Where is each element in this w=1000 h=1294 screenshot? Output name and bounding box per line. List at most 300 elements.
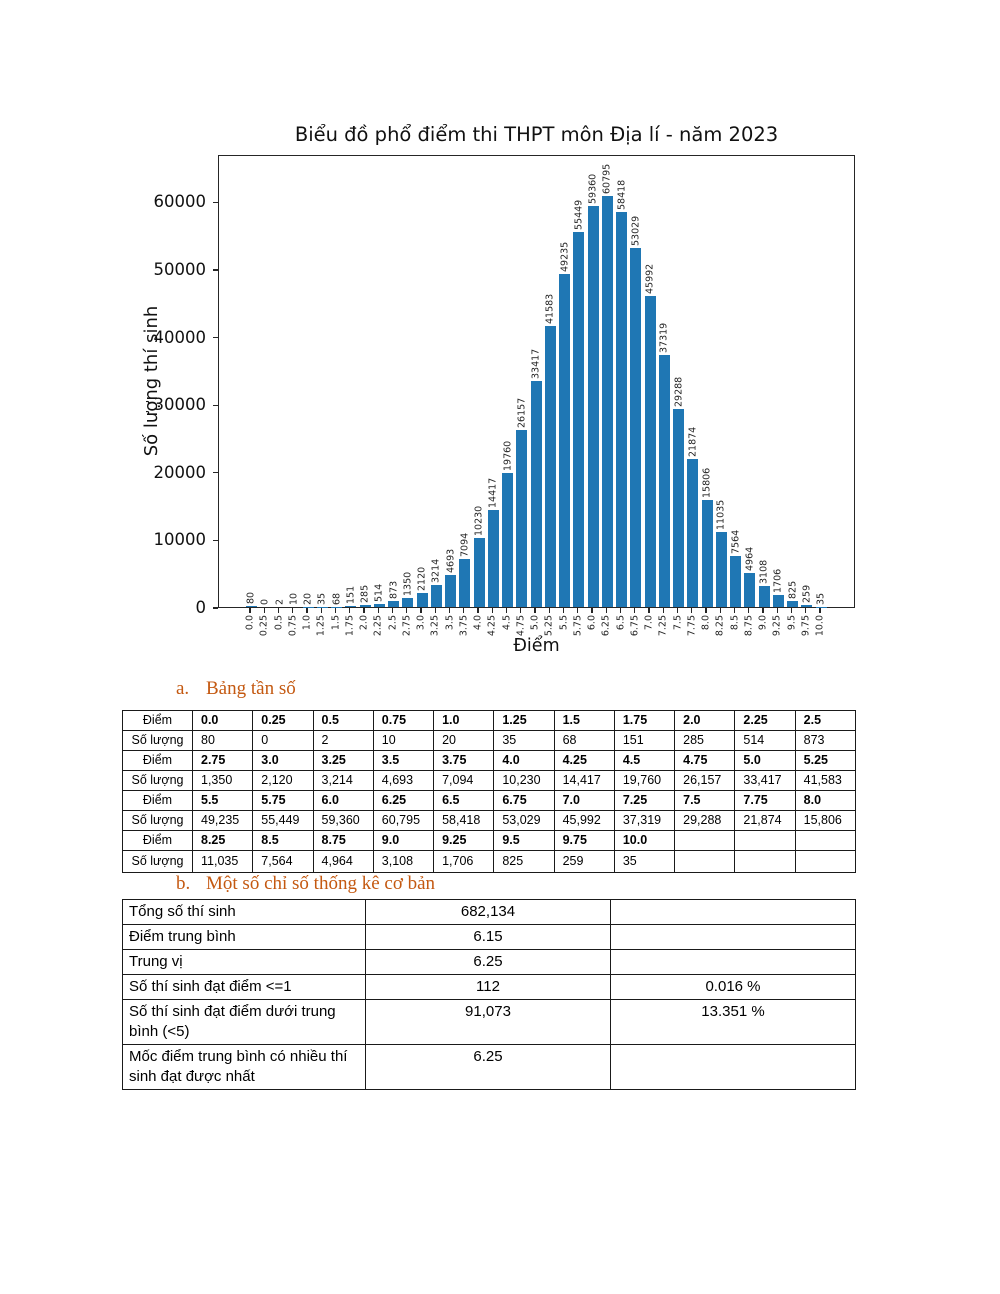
x-tick-text: 0.25 [258,615,270,637]
x-tick-text: 8.75 [743,615,755,637]
section-a-heading [176,677,296,701]
section-a-title: Bảng tần số [206,678,296,699]
stat-percent [611,925,856,950]
y-tick [213,269,218,270]
bar-value-text: 45992 [644,263,656,295]
x-tick [477,608,478,613]
freq-cell: 35 [614,851,674,873]
bar [417,593,428,607]
bar-value-text: 10230 [473,505,485,536]
x-tick-text: 5.25 [543,615,555,637]
bar [773,595,784,607]
freq-cell: 0.5 [313,711,373,731]
stat-percent [611,900,856,925]
x-tick-text: 9.25 [771,615,783,637]
x-tick-text: 9.0 [757,615,769,631]
freq-cell: 1,706 [434,851,494,873]
x-tick [463,608,464,613]
bar-value-text: 58418 [616,179,627,211]
x-tick-text: 6.0 [586,615,598,631]
x-tick [577,608,578,613]
bar [730,556,741,607]
x-tick [691,608,692,613]
section-b-label: b. [176,873,191,894]
x-tick-text: 3.25 [429,615,441,637]
bar-value-text: 49235 [559,241,570,273]
x-tick-text: 7.75 [686,615,698,637]
bar [388,601,399,607]
bar-value-text: 11035 [715,500,727,531]
freq-cell: 873 [795,731,855,751]
x-tick-text: 8.0 [700,615,712,631]
bar [374,604,385,607]
bar-value-text: 1350 [402,571,414,596]
x-tick-text: 4.0 [472,615,484,631]
freq-cell [675,851,735,873]
stats-row [123,1045,856,1090]
stat-percent: 13.351 % [611,1000,856,1045]
y-tick [213,472,218,473]
freq-cell: 4,964 [313,851,373,873]
freq-cell: 8.0 [795,791,855,811]
freq-cell: 9.25 [434,831,494,851]
bar-value-text: 259 [801,585,813,604]
freq-row-label: Điểm [123,831,193,851]
y-tick [213,405,218,406]
bar [659,355,670,607]
bar-value-text: 33417 [530,348,542,380]
freq-cell: 7,094 [434,771,494,791]
x-tick-text: 2.0 [358,615,370,631]
freq-cell: 3.25 [313,751,373,771]
x-tick-text: 1.25 [315,615,327,637]
stat-value: 91,073 [366,1000,611,1045]
bar-value-text: 20 [302,592,314,605]
y-tick [213,540,218,541]
freq-cell: 55,449 [253,811,313,831]
freq-row-label: Điểm [123,751,193,771]
stats-row [123,925,856,950]
freq-cell: 3.75 [434,751,494,771]
bar [673,409,684,607]
bar-value-text: 151 [345,585,357,604]
section-a-label: a. [176,678,190,699]
x-tick-text: 5.75 [572,615,584,637]
x-tick [606,608,607,613]
x-tick-text: 0.75 [287,615,299,637]
bar [630,248,641,607]
bar-value-text: 3214 [430,559,442,584]
x-tick [705,608,706,613]
freq-cell: 3.5 [373,751,433,771]
x-tick [378,608,379,613]
x-tick [534,608,535,613]
freq-cell: 2 [313,731,373,751]
freq-cell: 7.25 [614,791,674,811]
freq-cell: 20 [434,731,494,751]
freq-cell: 6.75 [494,791,554,811]
bar-value-text: 4693 [445,549,456,574]
x-tick [363,608,364,613]
x-tick [335,608,336,613]
bar [474,538,485,607]
y-tick-label: 40000 [153,327,206,347]
bar-value-text: 3108 [758,559,770,584]
freq-cell: 2,120 [253,771,313,791]
chart-figure: Biểu đồ phổ điểm thi THPT môn Địa lí - năm 2023 Số lượng thí sinh 80 0 2 10 20 35 68 151 285 514 873 1350 2120 3214 4693 7094 10230 14417 19760 26157 33417 41583 49235 55449 59360 60795 58418 53029 45992 37319 29288 21874 15806 11035 7564 4964 3108 1706 825 259 35 0.0 0.25 0.5 0.75 1.0 1.25 1.5 1.75 2.0 2.25 2.5 2.75 3.0 3.25 3.5 3.75 4.0 4.25 4.5 4.75 5.0 5.25 5.5 5.75 6.0 6.25 6.5 6.75 7.0 7.25 7.5 7.75 8.0 8.25 8.5 8.75 9.0 9.25 9.5 9.75 10.0 0 10000 20000 30000 40000 50000 60000 Điểm [0,0,1000,672]
bar-value-text: 35 [316,592,328,605]
bar [345,606,356,607]
x-tick [506,608,507,613]
freq-cell: 3.0 [253,751,313,771]
bar [716,532,727,607]
y-tick-label: 30000 [153,395,206,415]
bar-value-text: 29288 [673,376,684,407]
x-tick-text: 9.5 [786,615,797,631]
x-tick [648,608,649,613]
x-tick-text: 1.75 [344,615,356,637]
bar [801,605,812,607]
x-tick-text: 3.75 [458,615,470,637]
chart-title: Biểu đồ phổ điểm thi THPT môn Địa lí - năm 2023 [294,123,779,146]
freq-cell: 4.5 [614,751,674,771]
x-tick [677,608,678,613]
bar-value-text: 873 [388,580,399,600]
bar [602,196,613,607]
freq-cell: 33,417 [735,771,795,791]
freq-cell: 9.75 [554,831,614,851]
x-tick-text: 1.0 [301,615,313,631]
bar [588,206,599,607]
bar-value-text: 55449 [573,199,585,231]
x-tick [591,608,592,613]
x-tick [762,608,763,613]
freq-cell: 8.25 [193,831,253,851]
freq-cell: 1,350 [193,771,253,791]
freq-cell: 7.5 [675,791,735,811]
freq-cell [795,831,855,851]
bar [759,586,770,607]
x-tick [349,608,350,613]
stat-value: 6.25 [366,1045,611,1090]
freq-cell: 10.0 [614,831,674,851]
stat-value: 6.15 [366,925,611,950]
stat-name: Mốc điểm trung bình có nhiều thí sinh đạt được nhất [123,1045,366,1090]
bar-value-text: 37319 [658,322,670,353]
freq-cell: 4,693 [373,771,433,791]
x-tick [306,608,307,613]
x-tick [435,608,436,613]
x-tick [748,608,749,613]
freq-cell: 8.5 [253,831,313,851]
bar [616,212,627,607]
freq-cell: 3,108 [373,851,433,873]
section-b-heading [176,872,435,896]
freq-cell: 19,760 [614,771,674,791]
freq-cell: 7,564 [253,851,313,873]
x-tick-text: 4.75 [515,615,527,637]
bar-value-text: 53029 [630,216,642,247]
freq-cell: 1.5 [554,711,614,731]
bar-value-text: 825 [787,581,798,600]
x-tick-text: 5.0 [529,615,541,631]
freq-cell [795,851,855,873]
x-tick [805,608,806,613]
freq-cell: 26,157 [675,771,735,791]
freq-row [123,831,856,851]
freq-cell: 259 [554,851,614,873]
stats-table [122,899,856,1090]
stat-percent [611,950,856,975]
freq-cell: 151 [614,731,674,751]
bar-value-text: 14417 [487,477,499,508]
freq-cell: 9.5 [494,831,554,851]
freq-cell [735,851,795,873]
freq-row [123,811,856,831]
bar-value-text: 2120 [416,566,428,591]
freq-row-label: Số lượng [123,731,193,751]
x-tick [791,608,792,613]
y-tick [213,607,218,608]
freq-cell: 15,806 [795,811,855,831]
freq-cell: 4.0 [494,751,554,771]
bar [645,296,656,607]
x-tick [278,608,279,613]
bar-value-text: 35 [815,592,827,605]
x-tick-text: 0.0 [244,615,256,631]
bar [488,510,499,607]
bar [502,473,513,607]
bar [246,606,257,607]
freq-cell: 45,992 [554,811,614,831]
x-tick [392,608,393,613]
freq-cell: 6.25 [373,791,433,811]
x-tick [777,608,778,613]
freq-row [123,791,856,811]
freq-cell: 514 [735,731,795,751]
x-tick [406,608,407,613]
x-tick [563,608,564,613]
bar [360,605,371,607]
frequency-table [122,710,856,873]
freq-cell: 6.5 [434,791,494,811]
x-tick [420,608,421,613]
bar [431,585,442,607]
stat-name: Số thí sinh đạt điểm dưới trung bình (<5) [123,1000,366,1045]
freq-cell: 60,795 [373,811,433,831]
freq-row-label: Điểm [123,791,193,811]
bar-value-text: 1706 [772,569,784,594]
x-tick-text: 2.5 [387,615,398,631]
x-tick [620,608,621,613]
bar-value-text: 60795 [601,163,613,194]
stat-name: Trung vị [123,950,366,975]
freq-cell: 37,319 [614,811,674,831]
bar-value-text: 41583 [544,293,556,324]
freq-row-label: Số lượng [123,771,193,791]
freq-cell: 9.0 [373,831,433,851]
bar-value-text: 10 [288,592,300,605]
bar [744,573,755,607]
freq-cell [735,831,795,851]
y-tick-label: 60000 [153,192,206,212]
freq-cell: 41,583 [795,771,855,791]
stat-value: 6.25 [366,950,611,975]
freq-cell: 2.0 [675,711,735,731]
freq-cell: 6.0 [313,791,373,811]
freq-row [123,851,856,873]
x-tick [449,608,450,613]
x-tick-text: 10.0 [814,615,826,637]
y-tick [213,202,218,203]
x-tick-text: 7.5 [672,615,683,631]
x-tick-text: 1.5 [330,615,341,631]
freq-cell: 3,214 [313,771,373,791]
bar [516,430,527,607]
freq-cell: 1.25 [494,711,554,731]
freq-cell: 35 [494,731,554,751]
bar-value-text: 80 [245,592,257,605]
stat-percent: 0.016 % [611,975,856,1000]
freq-cell: 8.75 [313,831,373,851]
freq-cell: 14,417 [554,771,614,791]
freq-cell: 0 [253,731,313,751]
bar [573,232,584,607]
x-tick-text: 9.75 [800,615,812,637]
bar [787,601,798,607]
freq-row [123,751,856,771]
x-tick [720,608,721,613]
freq-cell: 10,230 [494,771,554,791]
bar-value-text: 59360 [587,173,599,204]
freq-cell: 825 [494,851,554,873]
x-tick-text: 0.5 [273,615,284,631]
freq-cell: 2.5 [795,711,855,731]
bar [445,575,456,607]
y-tick-label: 20000 [153,462,206,482]
x-tick-text: 6.25 [600,615,612,637]
x-tick [734,608,735,613]
x-tick-text: 6.5 [615,615,626,631]
x-tick [492,608,493,613]
section-b-title: Một số chỉ số thống kê cơ bản [206,873,436,894]
x-tick-text: 3.0 [415,615,427,631]
x-tick-text: 2.75 [401,615,413,637]
stats-row [123,975,856,1000]
bar [559,274,570,607]
freq-row-label: Số lượng [123,851,193,873]
x-tick-text: 4.25 [486,615,498,637]
bar-value-text: 0 [259,598,271,605]
bar-value-text: 26157 [516,397,528,429]
x-tick [249,608,250,613]
y-tick [213,337,218,338]
x-tick [264,608,265,613]
x-tick-text: 8.25 [714,615,726,637]
bar-value-text: 4964 [744,547,756,572]
freq-cell: 59,360 [313,811,373,831]
bar [402,598,413,607]
freq-cell: 7.75 [735,791,795,811]
freq-row [123,731,856,751]
freq-cell: 0.0 [193,711,253,731]
stats-row [123,950,856,975]
freq-cell: 1.75 [614,711,674,731]
x-tick-text: 6.75 [629,615,641,637]
x-tick-text: 7.0 [643,615,655,631]
x-tick [549,608,550,613]
bar [531,381,542,607]
x-tick-text: 7.25 [657,615,669,637]
bar-value-text: 68 [331,592,342,605]
bar-value-text: 19760 [502,441,513,472]
freq-cell: 4.75 [675,751,735,771]
x-tick [292,608,293,613]
freq-row [123,711,856,731]
freq-cell: 2.25 [735,711,795,731]
x-tick-text: 8.5 [729,615,740,631]
freq-cell: 11,035 [193,851,253,873]
freq-row [123,771,856,791]
bar [545,326,556,607]
bar-value-text: 285 [359,584,371,604]
x-tick-text: 2.25 [372,615,384,637]
bar [459,559,470,607]
freq-cell: 5.0 [735,751,795,771]
freq-cell: 53,029 [494,811,554,831]
stat-value: 112 [366,975,611,1000]
freq-cell: 4.25 [554,751,614,771]
stats-row [123,1000,856,1045]
freq-cell: 5.25 [795,751,855,771]
freq-cell: 21,874 [735,811,795,831]
stat-percent [611,1045,856,1090]
bar-value-text: 7094 [459,532,471,558]
x-tick [819,608,820,613]
freq-cell: 5.75 [253,791,313,811]
bar [687,459,698,607]
x-tick-text: 4.5 [501,615,512,631]
plot-area [218,155,855,608]
freq-cell: 1.0 [434,711,494,731]
freq-row-label: Số lượng [123,811,193,831]
x-tick [663,608,664,613]
stats-row [123,900,856,925]
x-axis-label: Điểm [513,636,560,656]
freq-cell: 2.75 [193,751,253,771]
stat-name: Số thí sinh đạt điểm <=1 [123,975,366,1000]
freq-cell: 7.0 [554,791,614,811]
bar-value-text: 15806 [701,467,713,499]
freq-cell: 285 [675,731,735,751]
freq-cell [675,831,735,851]
freq-cell: 0.25 [253,711,313,731]
x-tick [520,608,521,613]
freq-cell: 10 [373,731,433,751]
freq-cell: 58,418 [434,811,494,831]
freq-cell: 80 [193,731,253,751]
x-tick [634,608,635,613]
bar [702,500,713,607]
x-tick [321,608,322,613]
bar-value-text: 514 [373,583,385,602]
bar-value-text: 2 [274,598,285,605]
x-tick-text: 5.5 [558,615,569,631]
y-tick-label: 0 [195,598,206,617]
freq-cell: 0.75 [373,711,433,731]
freq-row-label: Điểm [123,711,193,731]
freq-cell: 29,288 [675,811,735,831]
